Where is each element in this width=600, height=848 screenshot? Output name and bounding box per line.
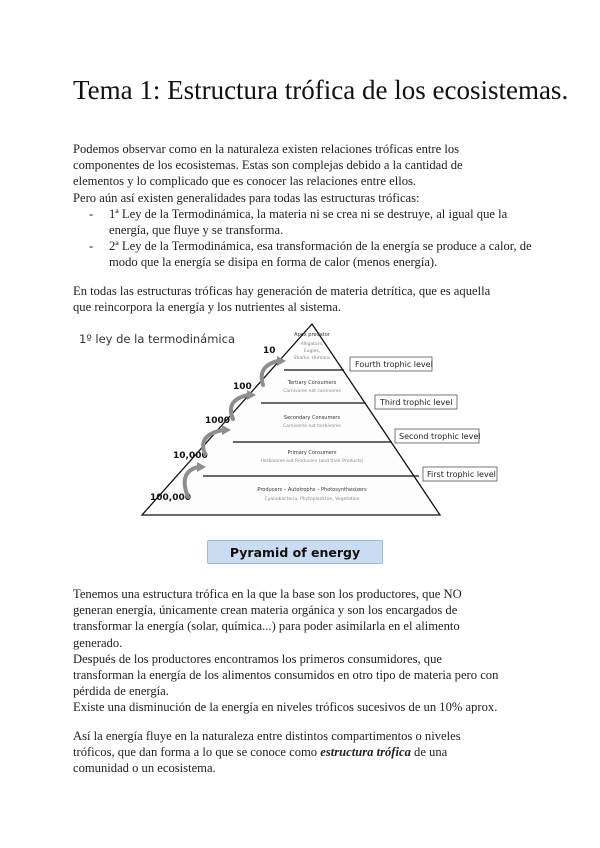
list-dash: - xyxy=(89,206,94,221)
tier-name: Apex predator xyxy=(294,332,330,338)
text-line: Pero aún así existen generalidades para todas las estructuras tróficas: xyxy=(73,190,420,205)
text-line xyxy=(73,744,543,760)
tier-example: Cyanobacteria, Phytoplankton, Vegetation xyxy=(264,497,360,502)
producers-paragraph xyxy=(73,586,543,716)
list-item-text: 1ª Ley de la Termodinámica, la materia ni se crea ni se destruye, al igual que la energía, que fluye y se transforma. xyxy=(109,206,508,238)
text-line: comunidad o un ecosistema. xyxy=(73,761,216,776)
tier-example: Eagles, xyxy=(303,349,321,354)
text-line: En todas las estructuras tróficas hay generación de materia detrítica, que es aquella xyxy=(73,284,491,298)
tier-example: Sharks, Humans xyxy=(293,356,331,361)
list-item xyxy=(73,206,543,238)
tier-name: Secondary Consumers xyxy=(283,415,341,421)
intro-paragraph xyxy=(73,141,543,271)
energy-pyramid-figure xyxy=(73,320,515,570)
energy-value: 1000 xyxy=(205,416,231,426)
conclusion-paragraph xyxy=(73,728,543,777)
level-tag-label: First trophic level xyxy=(427,470,496,479)
tier-example: Carnivores eat herbivores xyxy=(282,424,342,429)
energy-value: 10 xyxy=(263,346,276,356)
tier-example: Carnivores eat carnivores xyxy=(283,389,341,394)
figure-caption: 1º ley de la termodinámica xyxy=(79,332,235,346)
emphasis-term: estructura trófica xyxy=(320,745,411,760)
list-item xyxy=(73,238,543,270)
tier-name: Tertiary Consumers xyxy=(287,380,337,386)
text-line: Tenemos una estructura trófica en la que la base son los productores, que NO xyxy=(73,587,462,601)
text-line: generado. xyxy=(73,635,123,650)
text-line: transformar la energía (solar, química...) para poder asimilarla en el alimento xyxy=(73,619,460,634)
list-item-text: 2ª Ley de la Termodinámica, esa transformación de la energía se produce a calor, de modo que la energía se disipa en forma de calor (menos energía). xyxy=(109,239,532,270)
text-line: Después de los productores encontramos los primeros consumidores, que xyxy=(73,651,442,666)
tier-name: Producers – Autotrophs – Photosynthesizers xyxy=(257,487,367,493)
text-line: generan energía, únicamente crean materia orgánica y son los encargados de xyxy=(73,603,458,618)
text-line: Podemos observar como en la naturaleza existen relaciones tróficas entre los xyxy=(73,142,460,156)
pyramid-of-energy-label: Pyramid of energy xyxy=(207,540,383,564)
text-line: elementos y lo complicado que es conocer las relaciones entre ellos. xyxy=(73,174,417,189)
level-tag-label: Fourth trophic level xyxy=(355,360,433,369)
tier-example: Herbivores eat Producers (and their Products) xyxy=(260,459,364,464)
tier-name: Primary Consumers xyxy=(287,450,337,456)
text-line: pérdida de energía. xyxy=(73,684,169,699)
text-line: transforman la energía de los alimentos consumidos en otro tipo de materia pero con xyxy=(73,668,499,683)
energy-value: 100,000 xyxy=(150,493,191,503)
level-tag-label: Third trophic level xyxy=(380,398,453,407)
text-line: que reincorpora la energía y los nutrientes al sistema. xyxy=(73,300,341,315)
energy-value: 100 xyxy=(233,382,252,392)
text-span: de una xyxy=(410,745,448,760)
page-title: Tema 1: Estructura trófica de los ecosistemas. xyxy=(73,75,569,105)
text-line: Existe una disminución de la energía en niveles tróficos sucesivos de un 10% aprox. xyxy=(73,700,498,715)
text-line: componentes de los ecosistemas. Estas son complejas debido a la cantidad de xyxy=(73,158,463,173)
energy-value: 10,000 xyxy=(173,451,208,461)
pyramid-diagram xyxy=(73,320,515,540)
tier-example: Alligators, xyxy=(300,342,324,347)
level-tag-label: Second trophic level xyxy=(399,432,481,441)
text-span: tróficos, que dan forma a lo que se conoce como xyxy=(73,745,321,760)
text-line: Así la energía fluye en la naturaleza entre distintos compartimentos o niveles xyxy=(73,729,461,743)
list-dash: - xyxy=(89,239,94,254)
detritus-paragraph xyxy=(73,283,543,315)
